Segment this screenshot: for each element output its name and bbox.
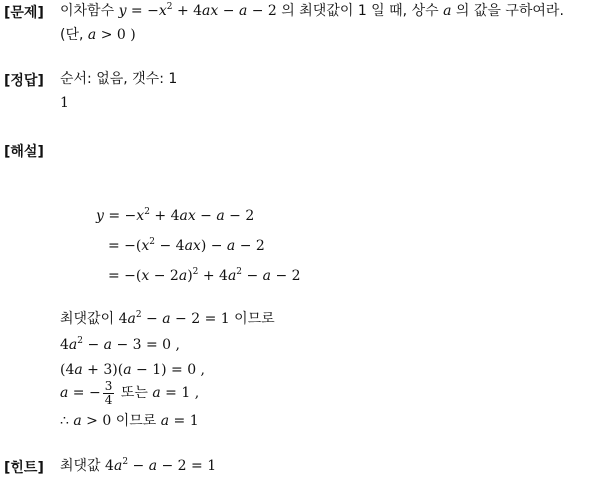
problem-label: [문제] [4, 5, 44, 21]
problem-line-1 [60, 2, 564, 20]
fraction: $\frac{3}{4}$ [104, 378, 113, 407]
problem-text-pre: 이차함수 [60, 3, 115, 19]
problem-var: a [443, 3, 452, 19]
explanation-line-8: ∴ a > 0 이므로 a = 1 [60, 413, 199, 429]
explanation-eq-3: = $-(x - 2a)^2 + 4a^2 - a - 2$ [108, 267, 301, 284]
answer-meta: 순서: 없음, 갯수: 1 [60, 71, 178, 87]
explanation-line-5: $4a^2 - a - 3 = 0$ , [60, 336, 180, 353]
problem-text-post: 의 값을 구하여라. [455, 3, 564, 19]
explanation-line-4: 최댓값이 $4a^2 - a - 2 = 1$ 이므로 [60, 310, 275, 327]
problem-text-mid: 의 최댓값이 1 일 때, 상수 [281, 3, 439, 19]
answer-label: [정답] [4, 73, 44, 89]
explanation-line-6: (4a + 3)(a − 1) = 0 , [60, 362, 206, 378]
explanation-eq-2: = $-(x^2 - 4ax) - a - 2$ [108, 237, 265, 254]
hint-text: 최댓값 $4a^2 - a - 2 = 1$ [60, 457, 217, 474]
problem-equation: $y = -x^2 + 4ax - a - 2$ [118, 2, 277, 19]
explanation-eq-1: $y = -x^2 + 4ax - a - 2$ [96, 207, 255, 224]
problem-line-2: (단, a > 0 ) [60, 27, 136, 43]
explanation-line-7: a = − $\frac{3}{4}$ 또는 a = 1 , [60, 378, 200, 407]
explanation-label: [해설] [4, 144, 44, 160]
hint-label: [힌트] [4, 460, 44, 476]
answer-value: 1 [60, 95, 69, 111]
